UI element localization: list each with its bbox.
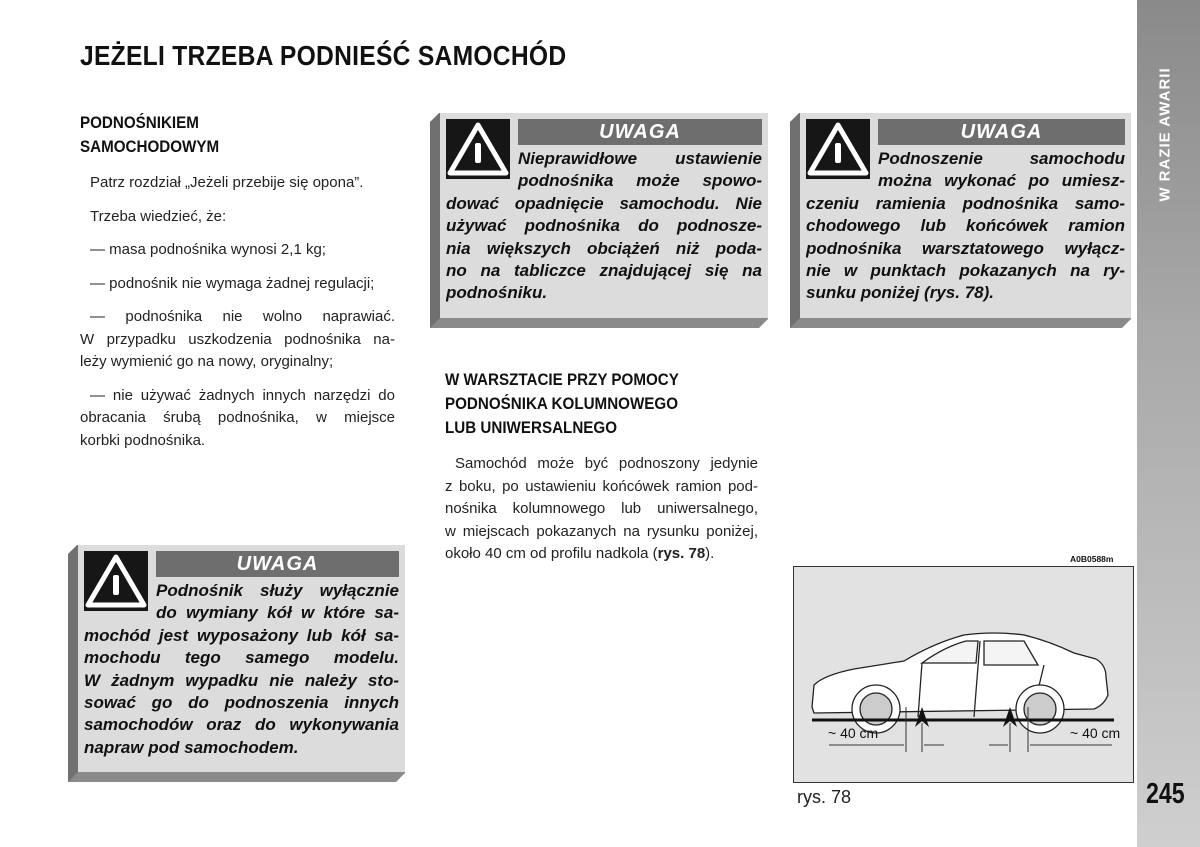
figure-car-lift-points — [793, 566, 1134, 783]
warning-line: W żadnym wypadku nie należy sto- — [84, 670, 399, 690]
warning-line: podnośnika warsztatowego wyłącz- — [806, 238, 1125, 258]
paragraph — [80, 306, 395, 374]
text-line: W przypadku uszkodzenia podnośnika na- — [80, 330, 395, 348]
warning-line: chodowego lub końcówek ramion — [806, 216, 1125, 236]
paragraph — [80, 385, 395, 453]
text-line: Patrz rozdział „Jeżeli przebije się opona”. — [90, 174, 364, 191]
figure-reference: rys. 78 — [657, 545, 706, 562]
warning-box — [430, 113, 768, 328]
warning-line: do wymiany kół w które sa- — [156, 603, 399, 623]
text-line: — podnośnik nie wymaga żadnej regulacji; — [90, 274, 375, 292]
warning-line: napraw pod samochodem. — [84, 737, 299, 757]
text-line: Samochód może być podnoszony jedynie — [455, 455, 758, 472]
text-line: z boku, po ustawieniu końcówek ramion pod- — [445, 477, 758, 495]
paragraph — [80, 172, 395, 195]
text: ). — [705, 545, 715, 562]
warning-text — [84, 580, 399, 759]
warning-line: podnośniku. — [446, 283, 548, 303]
text-line: Trzeba wiedzieć, że: — [90, 207, 227, 225]
warning-line: Nieprawidłowe ustawienie — [518, 149, 762, 168]
warning-label: UWAGA — [156, 551, 399, 577]
text-line: obracania śrubą podnośnika, w miejsce — [80, 409, 395, 426]
heading-line: PODNOŚNIKA KOLUMNOWEGO — [445, 395, 679, 413]
text-line: nośnika kolumnowego lub uniwersalnego, — [445, 500, 758, 517]
warning-line: podnośnika może spowo- — [518, 171, 762, 191]
section-name: W RAZIE AWARII — [1156, 66, 1174, 202]
warning-text — [446, 148, 762, 305]
section1-body — [80, 172, 395, 463]
warning-box — [68, 545, 405, 782]
warning-line: mochód jest wyposażony lub kół sa- — [84, 625, 399, 645]
section-tab-label — [1150, 44, 1180, 224]
warning-line: Podnośnik służy wyłącznie — [156, 581, 399, 600]
text-line: leży wymienić go na nowy, oryginalny; — [80, 353, 334, 370]
section1-heading — [80, 111, 219, 159]
dimension-right: ~ 40 cm — [1070, 725, 1121, 741]
page-number: 245 — [1146, 778, 1185, 810]
section2-heading — [445, 368, 679, 440]
warning-line: czeniu ramienia podnośnika samo- — [806, 193, 1125, 213]
text-line — [445, 543, 758, 566]
warning-line: samochodów oraz do wykonywania — [84, 715, 399, 735]
section2-body — [445, 453, 758, 566]
page-title: JEŻELI TRZEBA PODNIEŚĆ SAMOCHÓD — [80, 40, 567, 71]
warning-line: można wykonać po umiesz- — [878, 171, 1125, 191]
text-line: korbki podnośnika. — [80, 431, 206, 449]
warning-line: używać podnośnika do podnosze- — [446, 216, 762, 236]
heading-line: W WARSZTACIE PRZY POMOCY — [445, 371, 679, 389]
warning-text — [806, 148, 1125, 305]
paragraph — [80, 206, 395, 229]
warning-line: Podnoszenie samochodu — [878, 149, 1125, 168]
warning-line: no na tabliczce znajdującej się na — [446, 261, 762, 281]
heading-line: SAMOCHODOWYM — [80, 138, 220, 156]
text: około 40 cm od profilu nadkola ( — [445, 545, 658, 562]
warning-line: dować opadnięcie samochodu. Nie — [446, 193, 762, 213]
car-illustration — [794, 567, 1132, 781]
warning-label: UWAGA — [878, 119, 1125, 145]
heading-line: PODNOŚNIKIEM — [80, 114, 199, 132]
warning-label: UWAGA — [518, 119, 762, 145]
heading-line: LUB UNIWERSALNEGO — [445, 419, 618, 437]
warning-line: mochodu tego samego modelu. — [84, 648, 399, 668]
text-line: — nie używać żadnych innych narzędzi do — [90, 386, 395, 404]
text-line: — podnośnika nie wolno naprawiać. — [90, 308, 395, 325]
paragraph — [80, 239, 395, 262]
warning-line: nie w punktach pokazanych na ry- — [806, 261, 1125, 281]
figure-caption: rys. 78 — [797, 787, 852, 807]
warning-line: sunku poniżej (rys. 78). — [806, 283, 994, 303]
paragraph — [80, 273, 395, 296]
warning-box — [790, 113, 1131, 328]
warning-line: nia większych obciążeń niż poda- — [446, 238, 762, 258]
figure-code: A0B0588m — [1070, 554, 1114, 564]
dimension-left: ~ 40 cm — [828, 725, 879, 741]
text-line: w miejscach pokazanych na rysunku poniżej, — [445, 522, 758, 540]
text-line: — masa podnośnika wynosi 2,1 kg; — [90, 241, 326, 258]
warning-line: sować go do podnoszenia innych — [84, 693, 399, 713]
